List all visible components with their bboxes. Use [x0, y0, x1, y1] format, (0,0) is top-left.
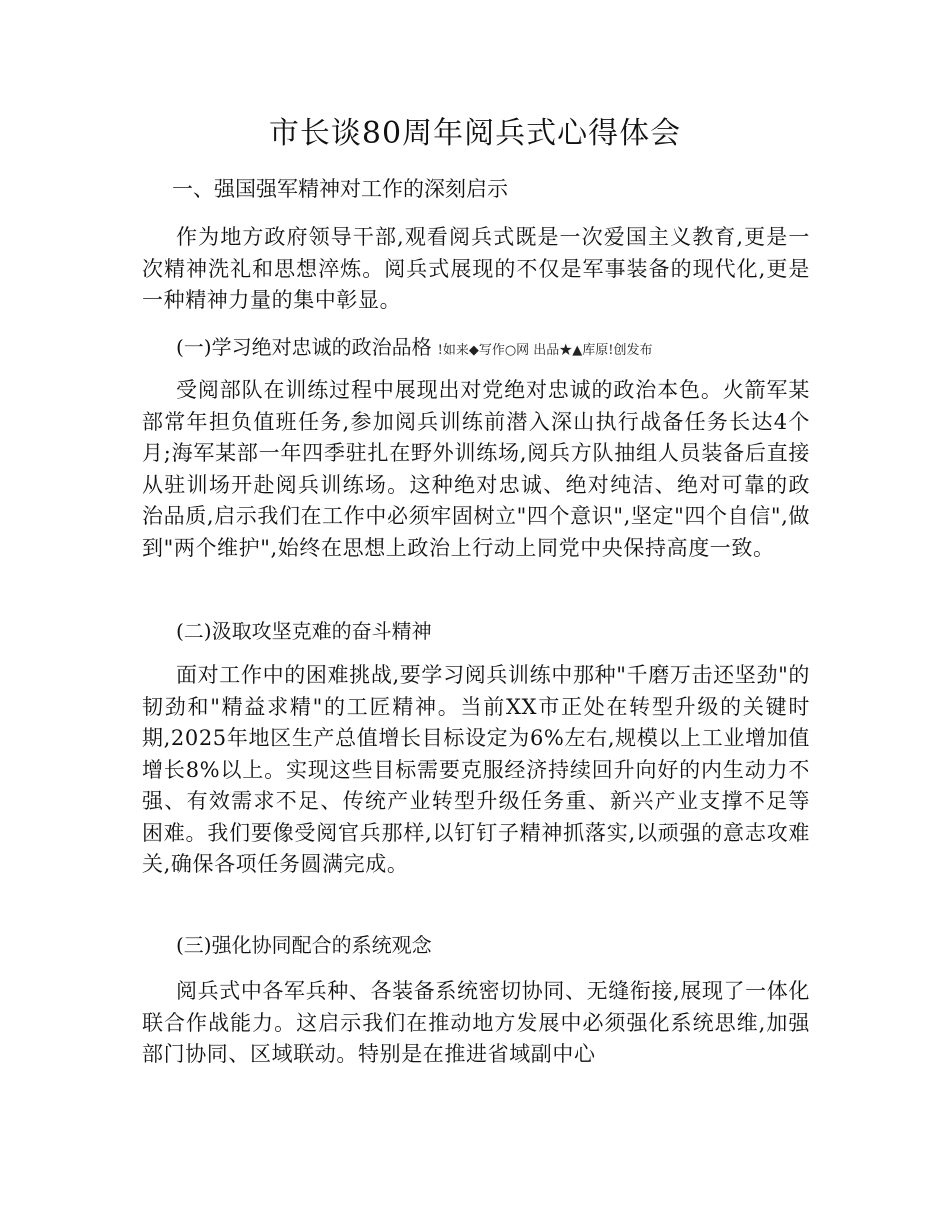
subsection-1-paragraph: 受阅部队在训练过程中展现出对党绝对忠诚的政治本色。火箭军某部常年担负值班任务,参加阅兵训练前潜入深山执行战备任务长达4个月;海军某部一年四季驻扎在野外训练场,阅兵方队抽组人员装备后直接从驻训场开赴阅兵训练场。这种绝对忠诚、绝对纯洁、绝对可靠的政治品质,启示我们在工作中必须牢固树立"四个意识",坚定"四个自信",做到"两个维护",始终在思想上政治上行动上同党中央保持高度一致。 [142, 378, 810, 560]
subsection-2-heading: (二)汲取攻坚克难的奋斗精神 [176, 619, 432, 643]
subsection-3-heading: (三)强化协同配合的系统观念 [176, 933, 432, 957]
subsection-3-paragraph: 阅兵式中各军兵种、各装备系统密切协同、无缝衔接,展现了一体化联合作战能力。这启示我们在推动地方发展中必须强化系统思维,加强部门协同、区域联动。特别是在推进省域副中心 [142, 979, 810, 1066]
subsection-1-heading: (一)学习绝对忠诚的政治品格 [176, 335, 432, 359]
intro-paragraph: 作为地方政府领导干部,观看阅兵式既是一次爱国主义教育,更是一次精神洗礼和思想淬炼。阅兵式展现的不仅是军事装备的现代化,更是一种精神力量的集中彰显。 [142, 225, 810, 312]
section-heading: 一、强国强军精神对工作的深刻启示 [172, 177, 508, 201]
subsection-2-paragraph: 面对工作中的困难挑战,要学习阅兵训练中那种"千磨万击还坚劲"的韧劲和"精益求精"的工匠精神。当前XX市正处在转型升级的关键时期,2025年地区生产总值增长目标设定为6%左右,规模以上工业增加值增长8%以上。实现这些目标需要克服经济持续回升向好的内生动力不强、有效需求不足、传统产业转型升级任务重、新兴产业支撑不足等困难。我们要像受阅官兵那样,以钉钉子精神抓落实,以顽强的意志攻难关,确保各项任务圆满完成。 [142, 663, 810, 876]
watermark-text: !如来◆写作○网 出品★▲库原!创发布 [437, 343, 653, 358]
subsection-1-heading-line [176, 332, 653, 366]
document-title: 市长谈80周年阅兵式心得体会 [268, 116, 682, 151]
